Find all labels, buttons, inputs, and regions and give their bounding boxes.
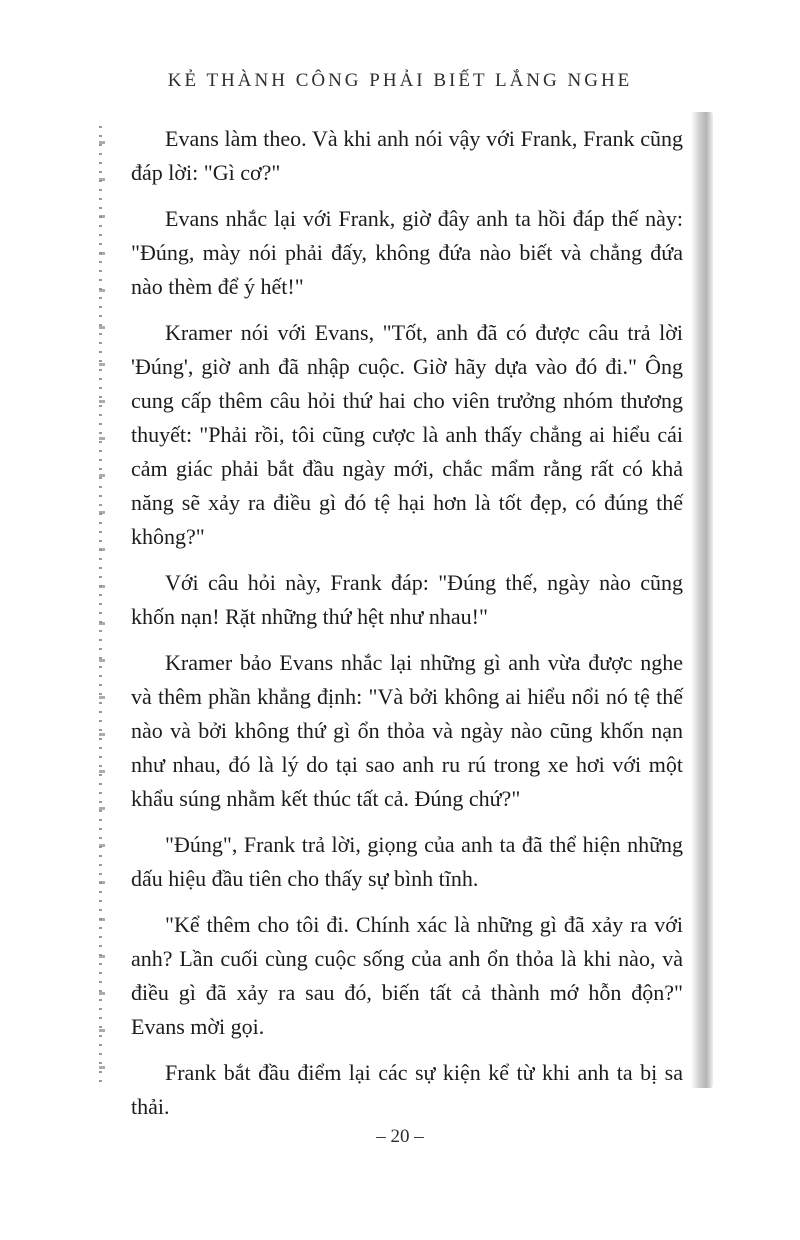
paragraph: Evans nhắc lại với Frank, giờ đây anh ta hồi đáp thế này: "Đúng, mày nói phải đấy, không đứa nào biết và chẳng đứa nào thèm để ý hết!" [131, 206, 683, 299]
paragraph: Với câu hỏi này, Frank đáp: "Đúng thế, ngày nào cũng khốn nạn! Rặt những thứ hệt như nhau!" [131, 570, 683, 629]
paragraph: "Kể thêm cho tôi đi. Chính xác là những gì đã xảy ra với anh? Lần cuối cùng cuộc sống của anh ổn thỏa là khi nào, và điều gì đã xảy ra sau đó, biến tất cả thành mớ hỗn độn?" Evans mời gọi. [131, 912, 683, 1039]
binding-marks [99, 126, 106, 1082]
paragraph: Kramer nói với Evans, "Tốt, anh đã có được câu trả lời 'Đúng', giờ anh đã nhập cuộc. Giờ hãy dựa vào đó đi." Ông cung cấp thêm câu hỏi thứ hai cho viên trưởng nhóm thương thuyết: "Phải rồi, tôi cũng cược là anh thấy chẳng ai hiểu cái cảm giác phải bắt đầu ngày mới, chắc mẩm rằng rất có khả năng sẽ xảy ra điều gì đó tệ hại hơn là tốt đẹp, có đúng thế không?" [131, 320, 683, 549]
page-edge-shadow [691, 112, 713, 1088]
paragraph: Frank bắt đầu điểm lại các sự kiện kể từ khi anh ta bị sa thải. [131, 1060, 683, 1119]
page-number: – 20 – [376, 1126, 424, 1147]
running-header: KẺ THÀNH CÔNG PHẢI BIẾT LẮNG NGHE [167, 70, 633, 91]
paragraph: Kramer bảo Evans nhắc lại những gì anh vừa được nghe và thêm phần khẳng định: "Và bởi không ai hiểu nổi nó tệ thế nào và bởi không thứ gì ổn thỏa và ngày nào cũng khốn nạn như nhau, đó là lý do tại sao anh ru rú trong xe hơi với một khẩu súng nhằm kết thúc tất cả. Đúng chứ?" [131, 650, 683, 811]
paragraph: "Đúng", Frank trả lời, giọng của anh ta đã thể hiện những dấu hiệu đầu tiên cho thấy sự bình tĩnh. [131, 832, 683, 891]
paragraph: Evans làm theo. Và khi anh nói vậy với Frank, Frank cũng đáp lời: "Gì cơ?" [131, 126, 683, 185]
body-text [131, 122, 683, 1136]
